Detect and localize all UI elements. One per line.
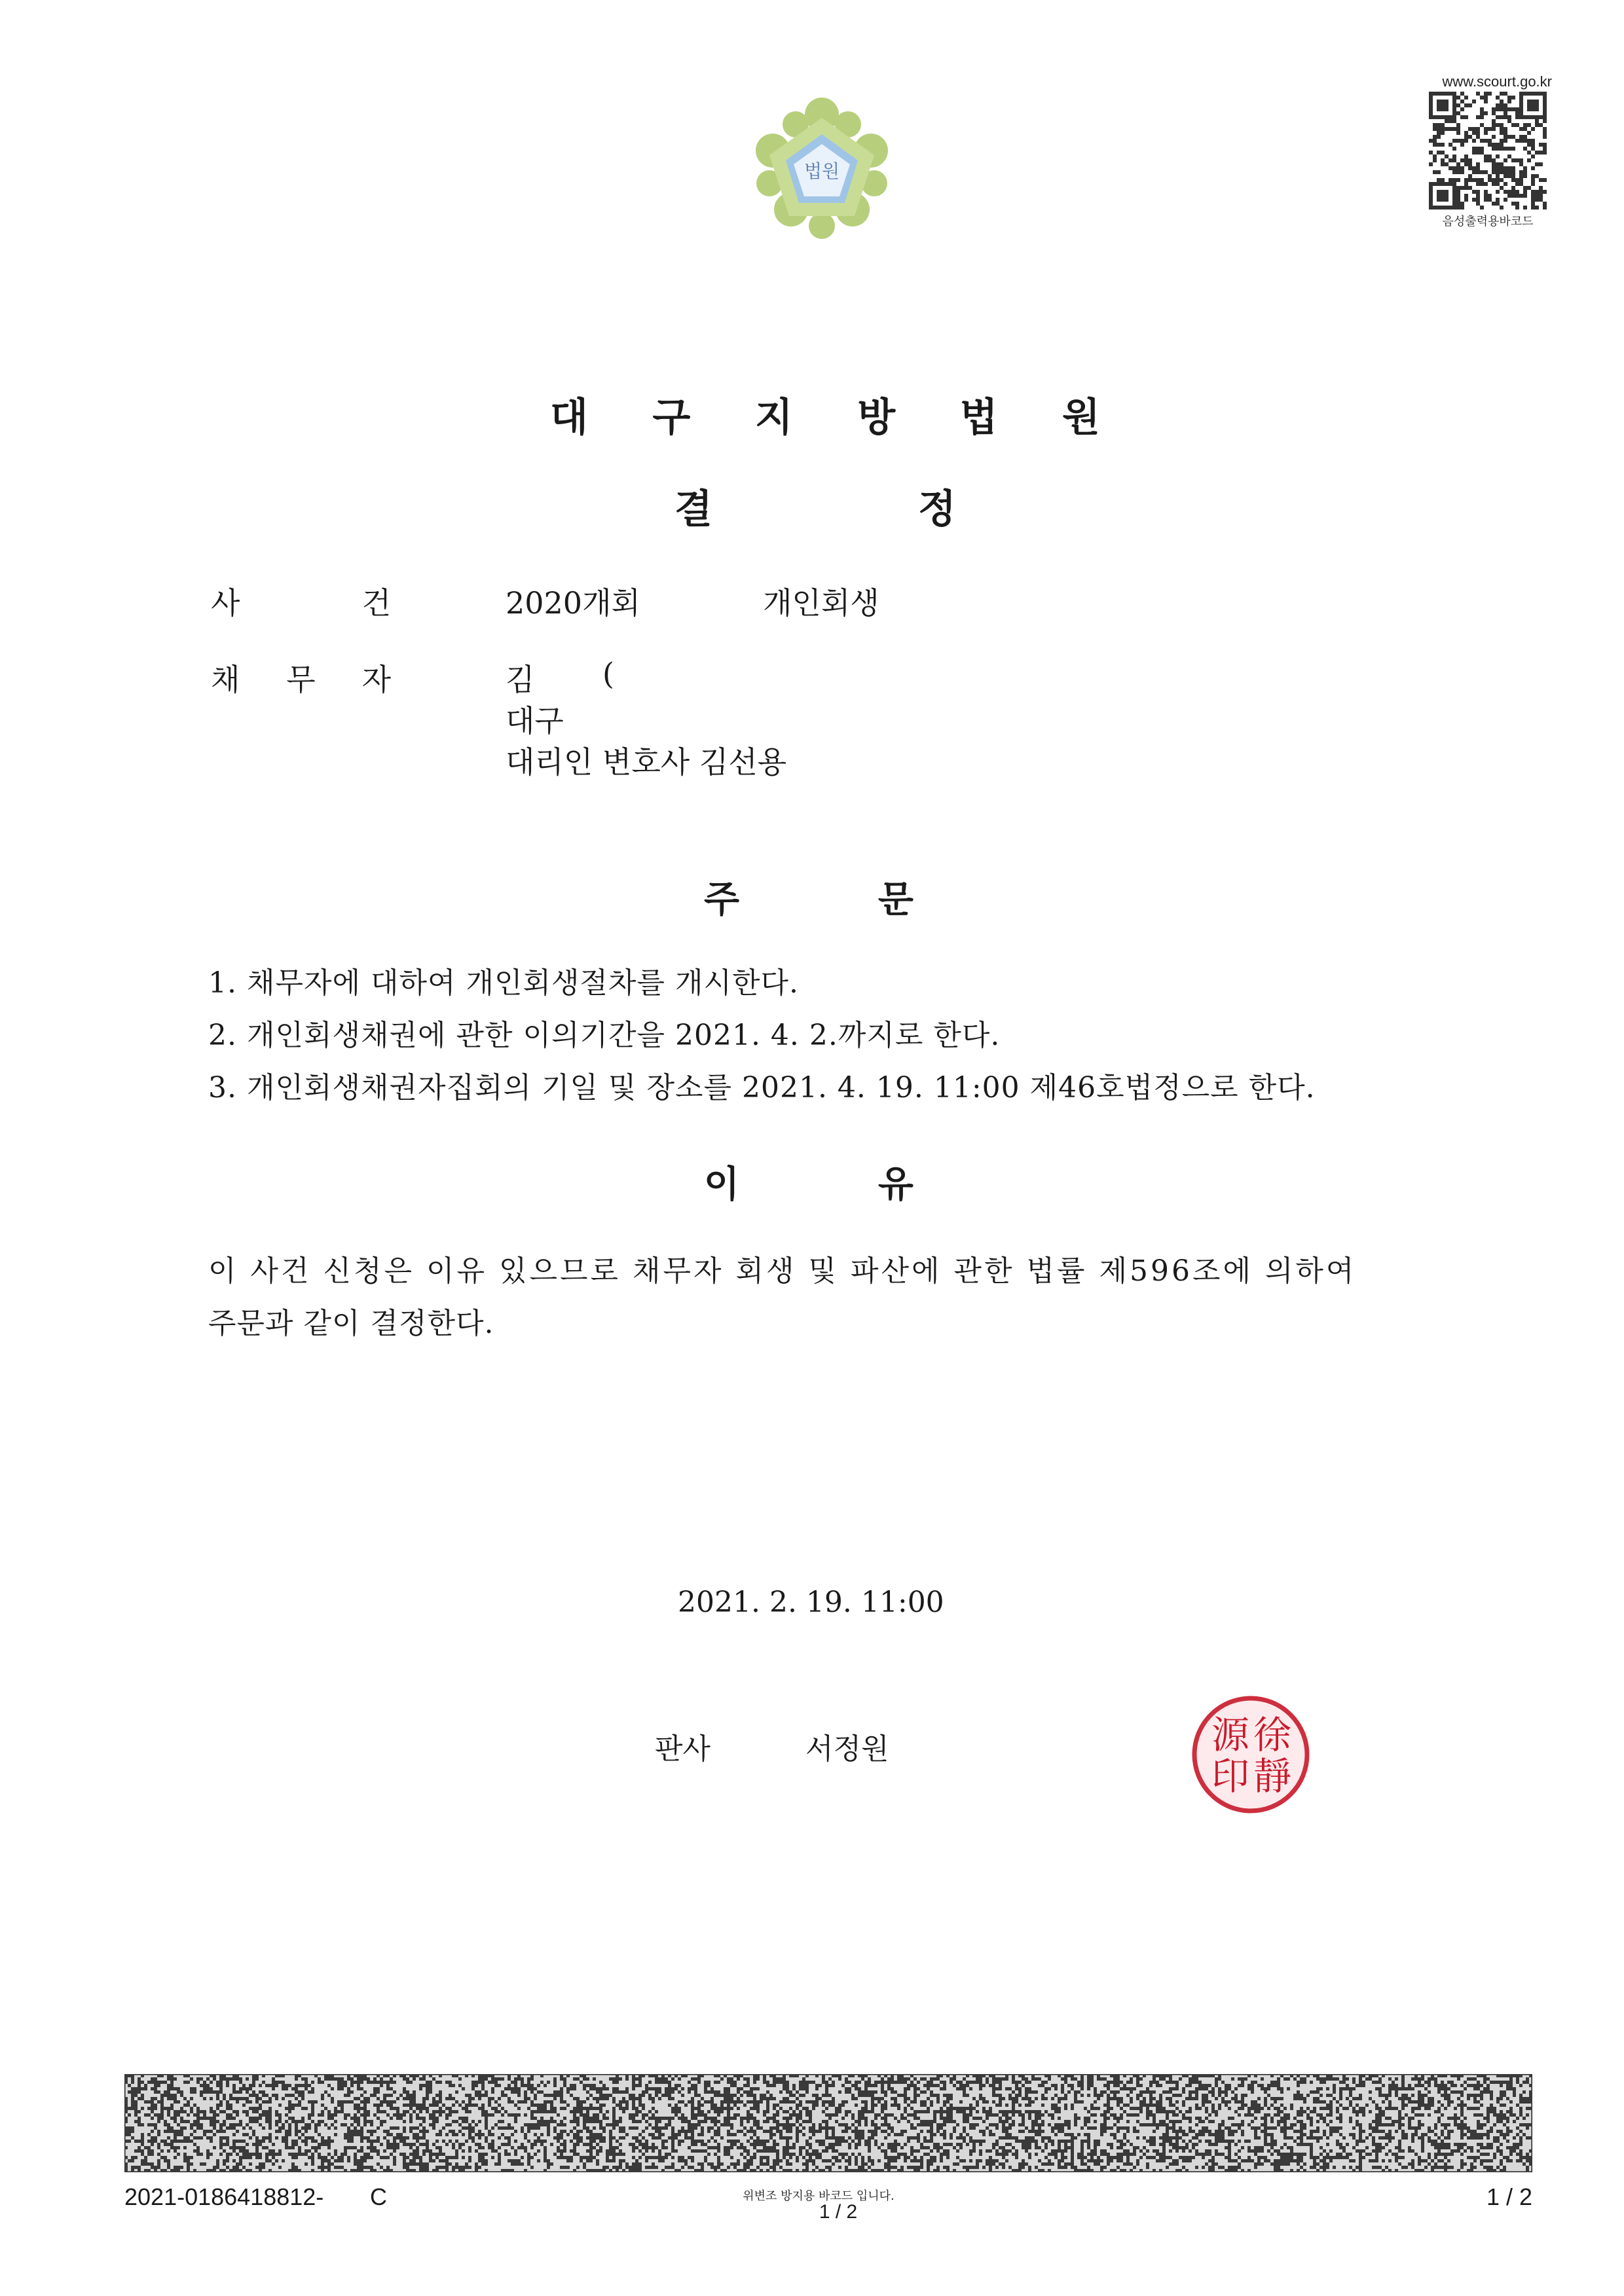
debtor-attorney: 대리인 변호사 김선용 (506, 744, 787, 780)
court-char: 법 (959, 395, 998, 441)
judge-name: 서정원 (805, 1732, 889, 1766)
emblem-text: 법원 (803, 160, 840, 182)
court-emblem-logo (747, 95, 897, 246)
seal-char: 印 (1211, 1754, 1250, 1798)
order-item: 3. 개인회생채권자집회의 기일 및 장소를 2021. 4. 19. 11:00 제46호법정으로 한다. (208, 1071, 1316, 1104)
case-type: 개인회생 (763, 585, 879, 621)
qr-caption: 음성출력용바코드 (1442, 215, 1534, 228)
order-item: 1. 채무자에 대하여 개인회생절차를 개시한다. (208, 966, 799, 1000)
anti-forgery-caption: 위변조 방지용 바코드 입니다. (743, 2189, 895, 2203)
court-char: 원 (1062, 395, 1100, 441)
document-suffix: C (370, 2183, 387, 2210)
case-label-char: 건 (361, 585, 391, 621)
page-number-right: 1 / 2 (1486, 2183, 1533, 2210)
debtor-label-char: 채 (211, 662, 240, 697)
order-title (704, 871, 913, 923)
page-number-center: 1 / 2 (819, 2201, 858, 2223)
debtor-address: 대구 (506, 703, 564, 738)
debtor-name: 김 (506, 662, 535, 697)
order-item: 2. 개인회생채권에 관한 이의기간을 2021. 4. 2.까지로 한다. (208, 1019, 1001, 1052)
order-title-char: 주 (704, 879, 740, 921)
debtor-label-char: 무 (286, 662, 316, 697)
seal-char: 靜 (1253, 1754, 1292, 1798)
court-char: 구 (652, 395, 691, 441)
reason-title-char: 유 (877, 1163, 913, 1206)
decision-char: 결 (674, 486, 712, 532)
court-char: 대 (550, 395, 588, 441)
voice-output-qr-code (1429, 92, 1547, 210)
qr-url: www.scourt.go.kr (1442, 73, 1552, 90)
debtor-label (211, 656, 391, 699)
debtor-label-char: 자 (361, 662, 391, 697)
order-title-char: 문 (877, 879, 913, 921)
seal-char: 徐 (1253, 1713, 1292, 1757)
debtor-paren: ( (602, 656, 614, 691)
reason-title-char: 이 (704, 1163, 740, 1206)
decision-title (674, 478, 956, 534)
decision-date: 2021. 2. 19. 11:00 (678, 1586, 944, 1619)
reason-title (704, 1156, 913, 1208)
reason-text-line: 이 사건 신청은 이유 있으므로 채무자 회생 및 파산에 관한 법률 제596조에 의하여 (208, 1254, 1357, 1288)
case-number: 2020개회 (506, 585, 640, 621)
court-char: 지 (754, 395, 793, 441)
reason-text-line: 주문과 같이 결정한다. (208, 1307, 494, 1340)
judge-seal-stamp (1189, 1692, 1313, 1817)
case-label-char: 사 (211, 585, 240, 621)
judge-title: 판사 (655, 1732, 711, 1766)
court-char: 방 (857, 395, 896, 441)
court-name-title (550, 386, 1100, 443)
document-number: 2021-0186418812- (124, 2183, 324, 2210)
decision-char: 정 (918, 486, 956, 532)
case-label (211, 579, 391, 623)
seal-char: 源 (1211, 1713, 1250, 1757)
anti-forgery-barcode (124, 2074, 1532, 2172)
